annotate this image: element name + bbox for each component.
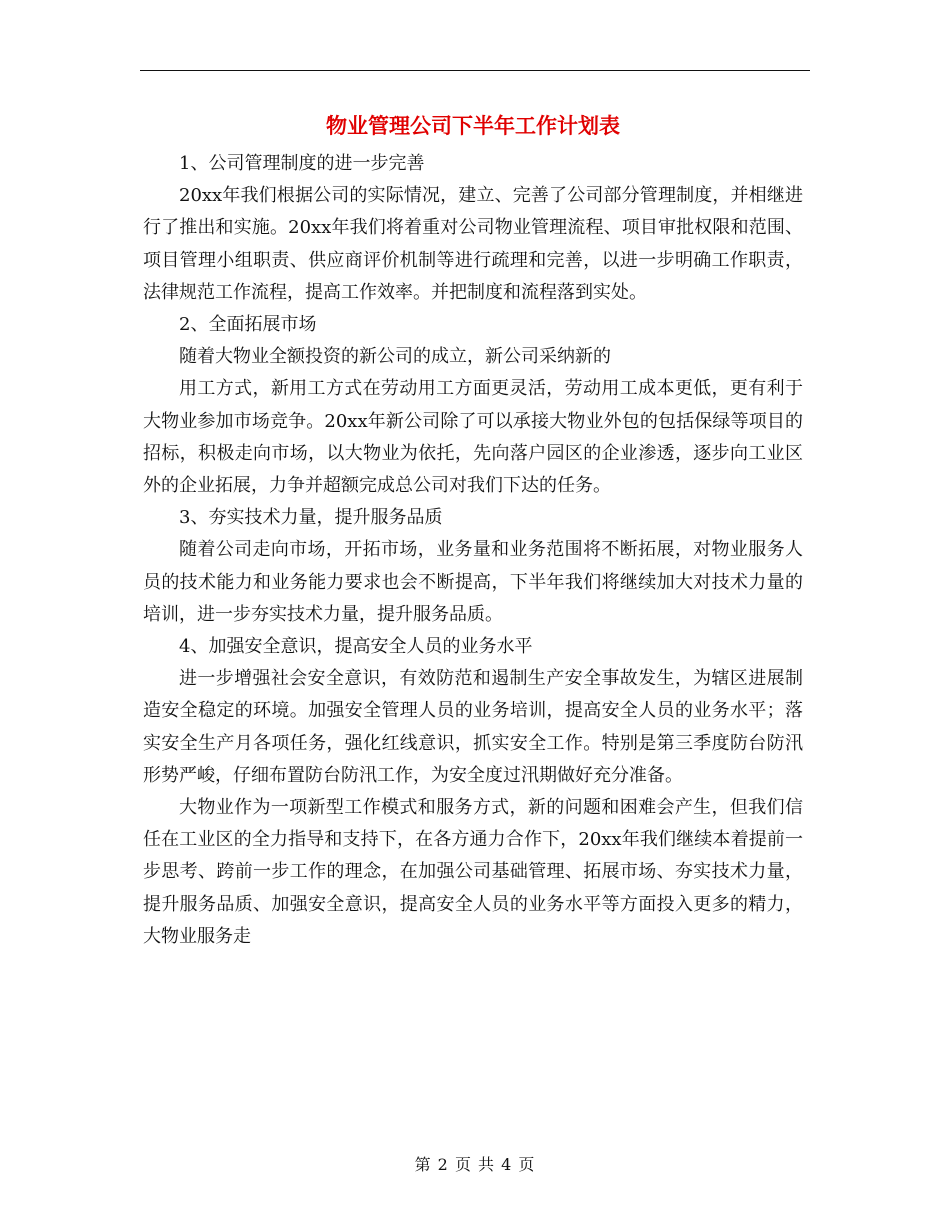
section-heading: 1、公司管理制度的进一步完善 <box>179 153 425 174</box>
paragraph: 随着公司走向市场，开拓市场，业务量和业务范围将不断拓展，对物业服务人员的技术能力和业务能力要求也会不断提高，下半年我们将继续加大对技术力量的培训，进一步夯实技术力量，提升服务品质。 <box>143 539 803 625</box>
closing-paragraph: 大物业作为一项新型工作模式和服务方式，新的问题和困难会产生，但我们信任在工业区的全力指导和支持下，在各方通力合作下，20xx年我们继续本着提前一步思考、跨前一步工作的理念，在加强公司基础管理、拓展市场、夯实技术力量，提升服务品质、加强安全意识，提高安全人员的业务水平等方面投入更多的精力，大物业服务走 <box>143 797 803 947</box>
paragraph: 用工方式，新用工方式在劳动用工方面更灵活，劳动用工成本更低，更有利于大物业参加市场竞争。20xx年新公司除了可以承接大物业外包的包括保绿等项目的招标，积极走向市场，以大物业为依托，先向落户园区的企业渗透，逐步向工业区外的企业拓展，力争并超额完成总公司对我们下达的任务。 <box>143 378 803 497</box>
section-3 <box>143 502 803 631</box>
document-title: 物业管理公司下半年工作计划表 <box>326 113 620 138</box>
paragraph: 20xx年我们根据公司的实际情况，建立、完善了公司部分管理制度，并相继进行了推出和实施。20xx年我们将着重对公司物业管理流程、项目审批权限和范围、项目管理小组职责、供应商评价机制等进行疏理和完善，以进一步明确工作职责，法律规范工作流程，提高工作效率。并把制度和流程落到实处。 <box>143 185 803 303</box>
paragraph: 随着大物业全额投资的新公司的成立，新公司采纳新的 <box>179 346 611 368</box>
section-heading: 4、加强安全意识，提高安全人员的业务水平 <box>179 636 533 658</box>
header-rule <box>140 70 810 71</box>
paragraph: 进一步增强社会安全意识，有效防范和遏制生产安全事故发生，为辖区进展制造安全稳定的环境。加强安全管理人员的业务培训，提高安全人员的业务水平；落实安全生产月各项任务，强化红线意识，抓实安全工作。特别是第三季度防台防汛形势严峻，仔细布置防台防汛工作，为安全度过汛期做好充分准备。 <box>143 668 803 786</box>
document-body <box>143 104 803 953</box>
section-2 <box>143 309 803 502</box>
section-heading: 2、全面拓展市场 <box>179 314 317 336</box>
section-heading: 3、夯实技术力量，提升服务品质 <box>179 507 443 529</box>
section-4 <box>143 631 803 792</box>
section-1 <box>143 148 803 309</box>
page-number: 第 2 页 共 4 页 <box>414 1155 536 1174</box>
